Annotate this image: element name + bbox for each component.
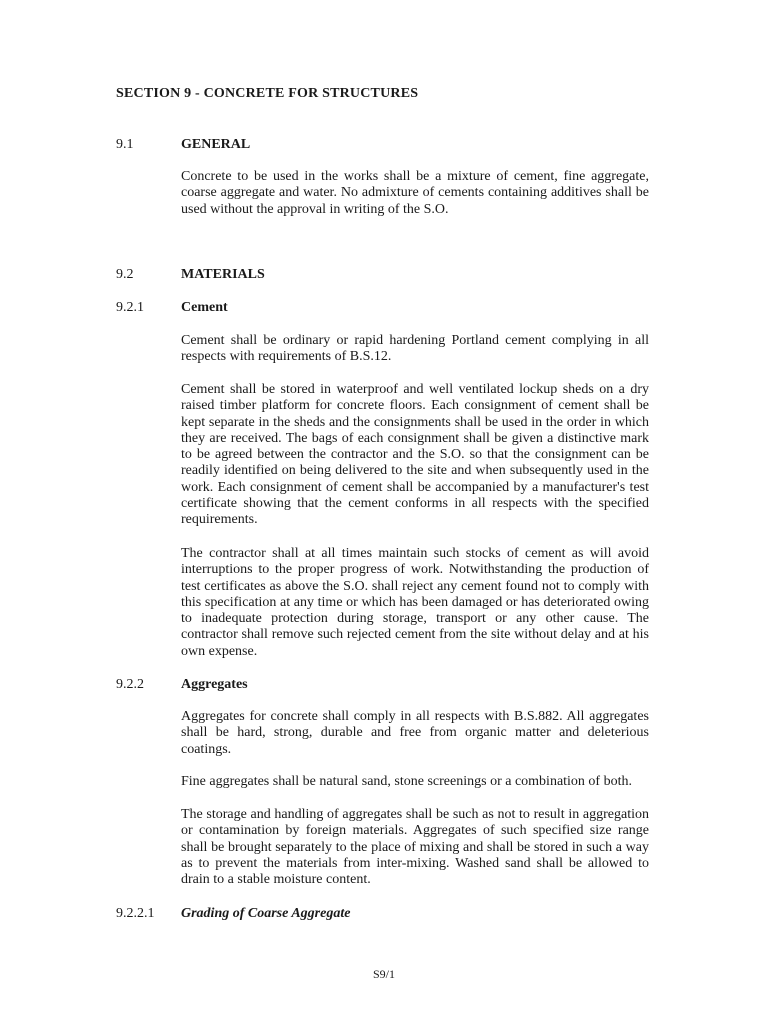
page-number-footer: S9/1: [372, 967, 395, 981]
section-heading-materials: MATERIALS: [181, 267, 265, 282]
section-number-9-2-2-1: 9.2.2.1: [116, 906, 155, 921]
section-number-9-2: 9.2: [116, 267, 134, 282]
section-heading-cement: Cement: [181, 300, 228, 315]
paragraph-cement-type: Cement shall be ordinary or rapid hardening Portland cement complying in all respects with requirements of B.S.12.: [181, 333, 649, 365]
paragraph-fine-aggregates: Fine aggregates shall be natural sand, stone screenings or a combination of both.: [181, 774, 632, 789]
paragraph-general: Concrete to be used in the works shall be a mixture of cement, fine aggregate, coarse aggregate and water. No admixture of cements containing additives shall be used without the approval in writing of the S.O.: [181, 169, 649, 217]
section-heading-general: GENERAL: [181, 137, 251, 152]
section-title: SECTION 9 - CONCRETE FOR STRUCTURES: [116, 86, 419, 101]
paragraph-cement-storage: Cement shall be stored in waterproof and well ventilated lockup sheds on a dry raised timber platform for concrete floors. Each consignment of cement shall be kept separate in the sheds and the consignments shall be used in the order in which they are received. The bags of each consignment shall be given a distinctive mark to be agreed between the contractor and the S.O. so that the consignment can be readily identified on being delivered to the site and when subsequently used in the work. Each consignment of cement shall be accompanied by a manufacturer's test certificate showing that the cement conforms in all respects with the specified requirements.: [181, 382, 649, 528]
section-heading-grading: Grading of Coarse Aggregate: [181, 906, 351, 921]
section-number-9-2-2: 9.2.2: [116, 677, 144, 692]
paragraph-aggregates-compliance: Aggregates for concrete shall comply in all respects with B.S.882. All aggregates shall be hard, strong, durable and free from organic matter and deleterious coatings.: [181, 709, 649, 757]
section-number-9-1: 9.1: [116, 137, 134, 152]
section-heading-aggregates: Aggregates: [181, 677, 248, 692]
section-number-9-2-1: 9.2.1: [116, 300, 144, 315]
paragraph-aggregates-storage: The storage and handling of aggregates shall be such as not to result in aggregation or contamination by foreign materials. Aggregates of such specified size range shall be brought separately to the place of mixing and shall be stored in such a way as to prevent the materials from inter-mixing. Washed sand shall be allowed to drain to a stable moisture content.: [181, 807, 649, 888]
paragraph-cement-stocks: The contractor shall at all times maintain such stocks of cement as will avoid interruptions to the proper progress of work. Notwithstanding the production of test certificates as above the S.O. shall reject any cement found not to comply with this specification at any time or which has been damaged or has deteriorated owing to inadequate protection during storage, transport or any other cause. The contractor shall remove such rejected cement from the site without delay and at his own expense.: [181, 546, 649, 659]
